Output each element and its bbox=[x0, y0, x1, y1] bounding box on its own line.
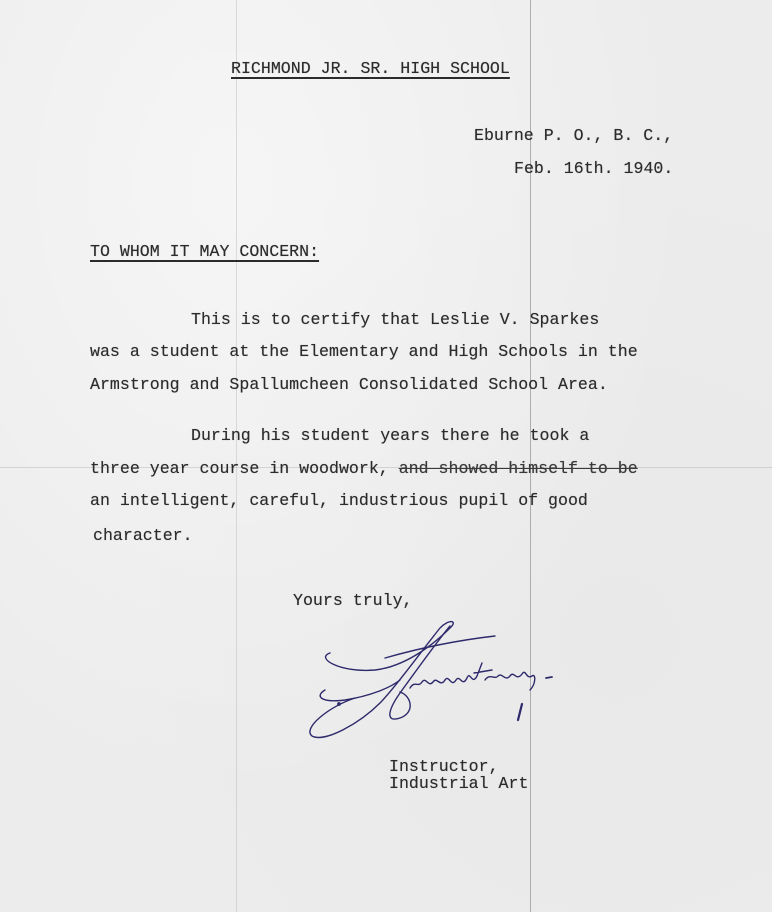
salutation bbox=[90, 243, 319, 261]
struck-text: and showed himself to be bbox=[398, 459, 638, 478]
paragraph2-line2-text: three year course in woodwork, bbox=[90, 459, 399, 478]
paper-fold-line bbox=[236, 0, 237, 912]
signatory-department: Industrial Art bbox=[389, 774, 529, 793]
address-location: Eburne P. O., B. C., bbox=[474, 126, 674, 145]
paragraph1-line1: This is to certify that Leslie V. Sparkes bbox=[191, 310, 600, 329]
paragraph1-line2: was a student at the Elementary and High Schools in the bbox=[90, 342, 638, 361]
paragraph1-line3: Armstrong and Spallumcheen Consolidated School Area. bbox=[90, 375, 608, 394]
handwritten-signature bbox=[300, 618, 570, 758]
paragraph2-line1: During his student years there he took a bbox=[191, 426, 590, 445]
paragraph2-line2 bbox=[90, 460, 638, 478]
paragraph2-line4: character. bbox=[93, 526, 193, 545]
paragraph2-line3: an intelligent, careful, industrious pupil of good bbox=[90, 491, 588, 510]
letterhead-school-name: RICHMOND JR. SR. HIGH SCHOOL bbox=[231, 59, 510, 78]
letter-date: Feb. 16th. 1940. bbox=[514, 159, 674, 178]
closing: Yours truly, bbox=[293, 591, 413, 610]
salutation-text: TO WHOM IT MAY CONCERN: bbox=[90, 242, 320, 261]
signatory-title: Instructor, bbox=[389, 757, 499, 776]
